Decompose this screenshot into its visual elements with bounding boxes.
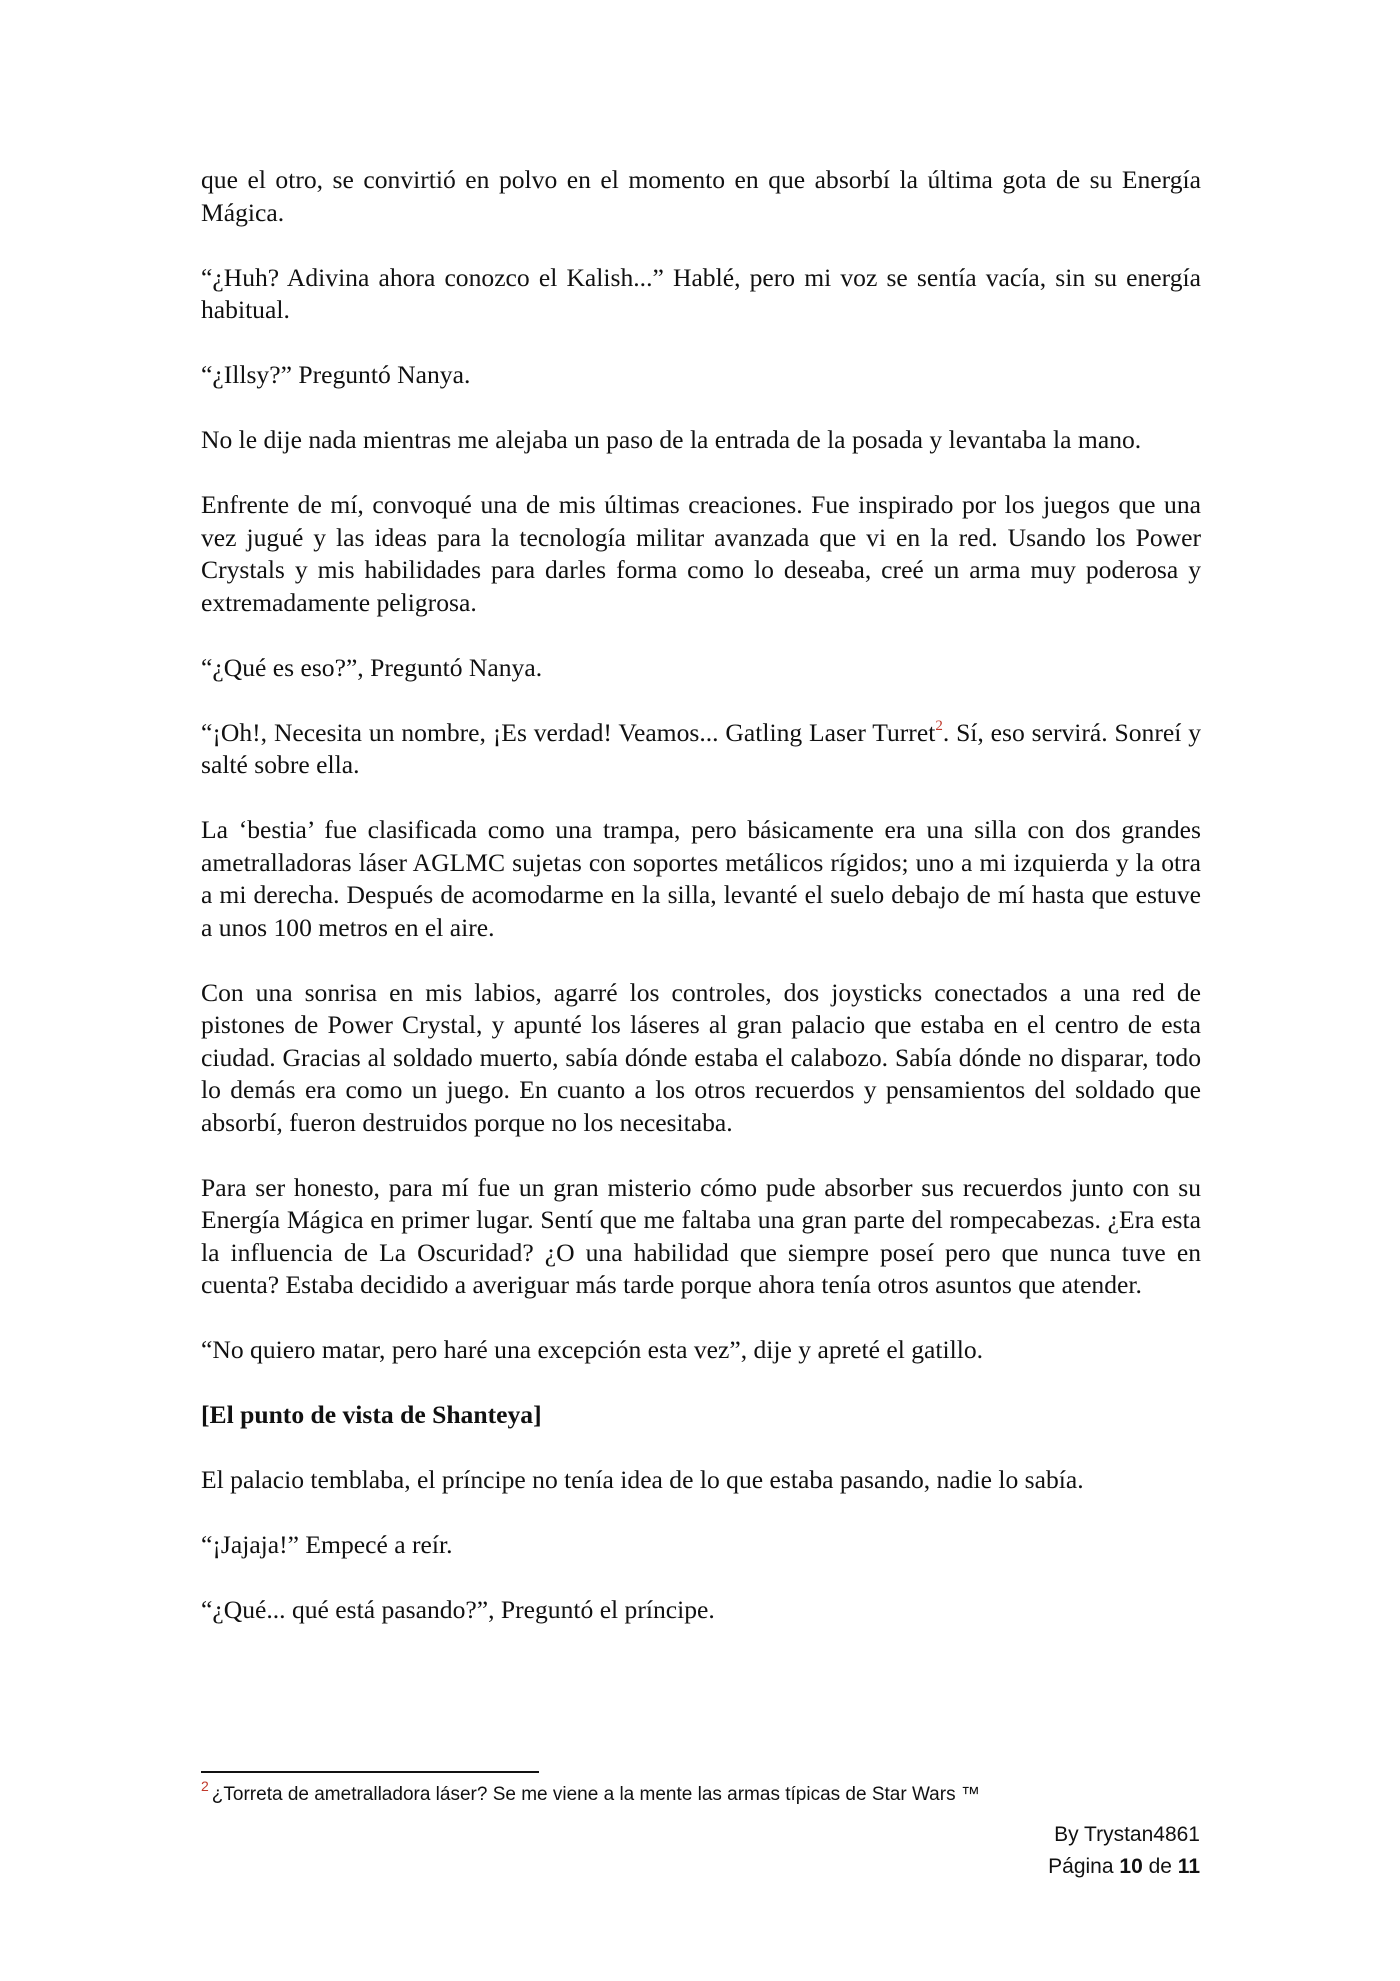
page-number — [1048, 1851, 1200, 1883]
footnote-number: 2 — [201, 1778, 209, 1794]
paragraph: Con una sonrisa en mis labios, agarré los controles, dos joysticks conectados a una red de pistones de Power Crystal, y apunté los láseres al gran palacio que estaba en el centro de esta ciudad. Gracias al soldado muerto, sabía dónde estaba el calabozo. Sabía dónde no disparar, todo lo demás era como un juego. En cuanto a los otros recuerdos y pensamientos del soldado que absorbí, fueron destruidos porque no los necesitaba. — [201, 977, 1201, 1137]
paragraph: “¿Illsy?” Preguntó Nanya. — [201, 360, 471, 389]
paragraph: “¡Jajaja!” Empecé a reír. — [201, 1530, 453, 1559]
paragraph: “¿Qué es eso?”, Preguntó Nanya. — [201, 652, 543, 682]
paragraph: La ‘bestia’ fue clasificada como una trampa, pero básicamente era una silla con dos grandes ametralladoras láser AGLMC sujetas con soportes metálicos rígidos; uno a mi izquierda y la otra a mi derecha. Después de acomodarme en la silla, levanté el suelo debajo de mí hasta que estuve a unos 100 metros en el aire. — [201, 815, 1201, 942]
paragraph: Enfrente de mí, convoqué una de mis últimas creaciones. Fue inspirado por los juegos que una vez jugué y las ideas para la tecnología militar avanzada que vi en la red. Usando los Power Crystals y mis habilidades para darles forma como lo deseaba, creé un arma muy poderosa y extremadamente peligrosa. — [201, 490, 1201, 617]
paragraph: No le dije nada mientras me alejaba un paso de la entrada de la posada y levantaba la mano. — [201, 425, 1142, 454]
footnote-reference[interactable]: 2 — [935, 717, 943, 734]
paragraph: que el otro, se convirtió en polvo en el momento en que absorbí la última gota de su Energía Mágica. — [201, 165, 1201, 227]
paragraph-turret — [201, 717, 1201, 782]
current-page-number: 10 — [1119, 1855, 1143, 1878]
paragraph: Para ser honesto, para mí fue un gran misterio cómo pude absorber sus recuerdos junto con su Energía Mágica en primer lugar. Sentí que me faltaba una gran parte del rompecabezas. ¿Era esta la influencia de La Oscuridad? ¿O una habilidad que siempre poseí pero que nunca tuve en cuenta? Estaba decidido a averiguar más tarde porque ahora tenía otros asuntos que atender. — [201, 1172, 1201, 1299]
footer-author: By Trystan4861 — [1054, 1823, 1200, 1846]
paragraph: El palacio temblaba, el príncipe no tenía idea de lo que estaba pasando, nadie lo sabía. — [201, 1465, 1084, 1494]
section-heading: [El punto de vista de Shanteya] — [201, 1400, 542, 1429]
page-label: Página — [1048, 1855, 1114, 1878]
total-pages-number: 11 — [1177, 1855, 1200, 1878]
of-label: de — [1148, 1855, 1172, 1878]
paragraph: “No quiero matar, pero haré una excepción esta vez”, dije y apreté el gatillo. — [201, 1335, 984, 1364]
page-body — [201, 164, 1201, 1659]
paragraph-text: “¡Oh!, Necesita un nombre, ¡Es verdad! Veamos... Gatling Laser Turret — [201, 717, 936, 747]
page-footer — [1048, 1819, 1200, 1883]
footnote — [201, 1778, 1201, 1808]
footnote-text: ¿Torreta de ametralladora láser? Se me viene a la mente las armas típicas de Star Wars ™ — [211, 1784, 980, 1805]
paragraph: “¿Huh? Adivina ahora conozco el Kalish...” Hablé, pero mi voz se sentía vacía, sin su energía habitual. — [201, 262, 1201, 324]
paragraph-text: . Sí, eso servirá. Sonreí y salté sobre ella. — [201, 717, 1202, 779]
footnote-separator — [201, 1771, 539, 1773]
paragraph: “¿Qué... qué está pasando?”, Preguntó el príncipe. — [201, 1595, 715, 1624]
